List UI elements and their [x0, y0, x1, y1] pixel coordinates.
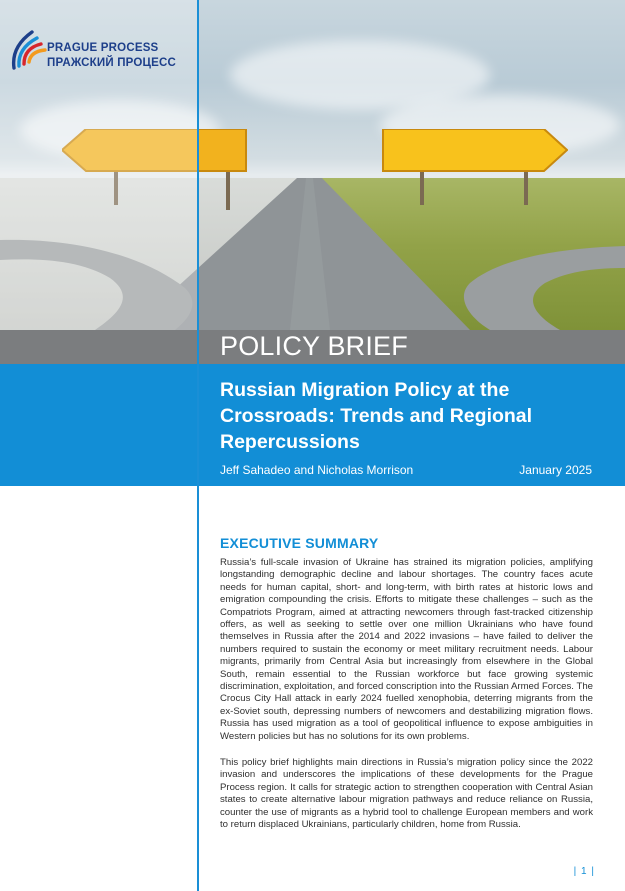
logo-line-1: PRAGUE PROCESS [47, 42, 159, 54]
logo-text [47, 41, 176, 71]
logo-mark-icon [10, 22, 48, 70]
logo-line-2: ПРАЖСКИЙ ПРОЦЕСС [47, 57, 176, 69]
document-title: Russian Migration Policy at the Crossroads: Trends and Regional Repercussions [220, 379, 533, 453]
executive-summary-heading: EXECUTIVE SUMMARY [220, 535, 379, 551]
summary-paragraph-1: Russia’s full-scale invasion of Ukraine has strained its migration policies, amplifying longstanding demographic decline and labour shortages. The country faces acute needs for human capital, short- and long-term, with birth rates at historic lows and emigration compounding the crisis. Efforts to mitigate these challenges – such as the Compatriots Program, aimed at attracting newcomers through fast-tracked citizenship offers, as well as seeking to settle over one million Ukrainians who have found themselves in Russia after the 2014 and 2022 invasions – have failed to deliver the numbers required to sustain the economy or meet military recruitment needs. Labour migrants, primarily from Central Asia but increasingly from elsewhere in the Global South, remain essential to the Russian workforce but face growing systemic discrimination, exploitation, and forced conscription into the Russian Armed Forces. The Crocus City Hall attack in early 2024 fuelled xenophobia, deterring migrants from the ex-Soviet south, depressing numbers of newcomers and destabilizing migration flows. Russia has used migration as a tool of geopolitical influence to expose ambiguities in Western policies but has no solutions for its own problems. [220, 557, 593, 742]
right-arrow-sign [382, 129, 568, 172]
page-number: | 1 | [573, 866, 595, 877]
vertical-divider [197, 0, 199, 891]
prague-process-logo [10, 22, 200, 72]
publication-date: January 2025 [519, 463, 592, 477]
document-type-label: POLICY BRIEF [220, 331, 408, 361]
authors: Jeff Sahadeo and Nicholas Morrison [220, 463, 414, 477]
summary-paragraph-2: This policy brief highlights main directions in Russia’s migration policy since the 2022 invasion and underscores the implications of these developments for the Prague Process region. It calls for strategic action to strengthen cooperation with Central Asian states to create alternative labour migration pathways and reduce reliance on Russia, counter the use of migrants as a hybrid tool to challenge European members and work to return displaced Ukrainians, particularly children, home from Russia. [220, 757, 593, 831]
